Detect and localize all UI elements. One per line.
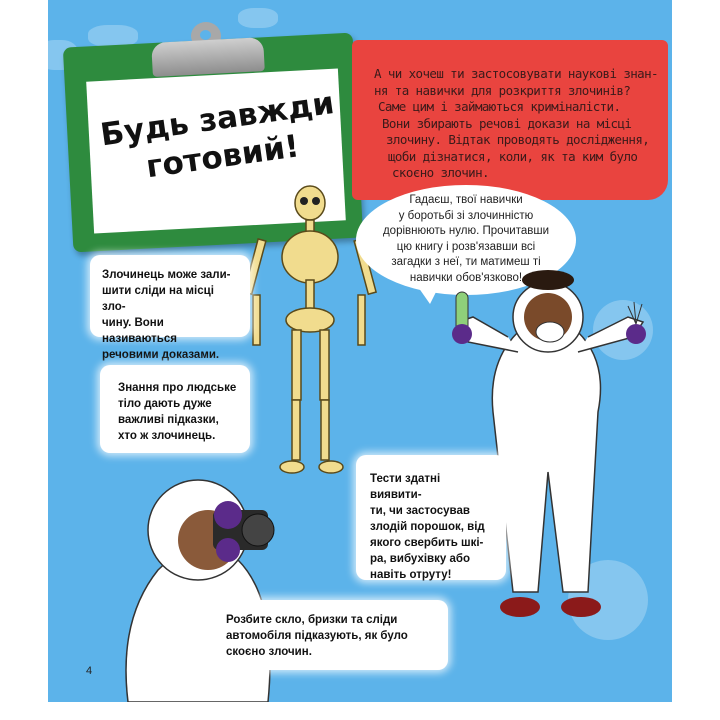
- card-line: шити сліди на місці зло-: [102, 285, 214, 313]
- speech-line: Гадаєш, твої навички: [409, 194, 523, 206]
- card-line: скоєно злочин.: [226, 646, 312, 658]
- card-line: якого свербить шкі-: [370, 537, 484, 549]
- info-card-body: [100, 365, 250, 453]
- card-line: важливі підказки,: [118, 414, 219, 426]
- intro-line: ня та навички для розкриття злочинів?: [374, 82, 631, 98]
- card-line: ра, вибухівку або: [370, 553, 470, 565]
- clip-hole: [200, 30, 211, 40]
- info-card-tests: [356, 455, 506, 580]
- intro-text: [374, 66, 664, 182]
- speech-line: дорівнюють нулю. Прочитавши: [382, 225, 550, 237]
- speech-line: загадки з неї, ти матимеш ті: [391, 256, 541, 268]
- card-line: чину. Вони називаються: [102, 317, 177, 345]
- card-line: злодій порошок, від: [370, 521, 485, 533]
- intro-line: Вони збирають речові докази на місці: [382, 115, 632, 131]
- card-line: Розбите скло, бризки та сліди: [226, 614, 398, 626]
- card-line: автомобіля підказують, як було: [226, 630, 408, 642]
- card-line: навіть отруту!: [370, 569, 452, 581]
- info-card-glass: [198, 600, 448, 670]
- clipboard-clip: [151, 37, 265, 77]
- info-card-evidence: [90, 255, 250, 361]
- intro-line: злочину. Відтак проводять дослідження,: [386, 132, 650, 147]
- speech-bubble-tail: [416, 284, 440, 304]
- intro-line: щоби дізнатися, коли, як та ким було: [388, 148, 638, 164]
- card-line: хто ж злочинець.: [118, 430, 216, 442]
- speech-line: у боротьбі зі злочинністю: [398, 209, 534, 222]
- footprint-decoration: [238, 8, 278, 28]
- card-line: ти, чи застосував: [370, 505, 470, 517]
- card-line: тіло дають дуже: [118, 398, 212, 410]
- intro-line: А чи хочеш ти застосовувати наукові знан-: [374, 66, 658, 81]
- speech-line: цю книгу і розв'язавши всі: [396, 240, 536, 253]
- page-title: Будь завжди готовий!: [98, 84, 337, 186]
- speech-line: навички обов'язково!: [409, 271, 523, 284]
- intro-line: Саме цим і займаються криміналісти.: [378, 99, 621, 114]
- card-line: Тести здатні виявити-: [370, 473, 441, 501]
- book-page: [48, 0, 672, 702]
- page-number: 4: [86, 665, 93, 677]
- card-line: Знання про людське: [118, 382, 237, 394]
- intro-line: скоєно злочин.: [392, 165, 489, 180]
- card-line: речовими доказами.: [102, 349, 220, 361]
- card-line: Злочинець може зали-: [102, 269, 231, 281]
